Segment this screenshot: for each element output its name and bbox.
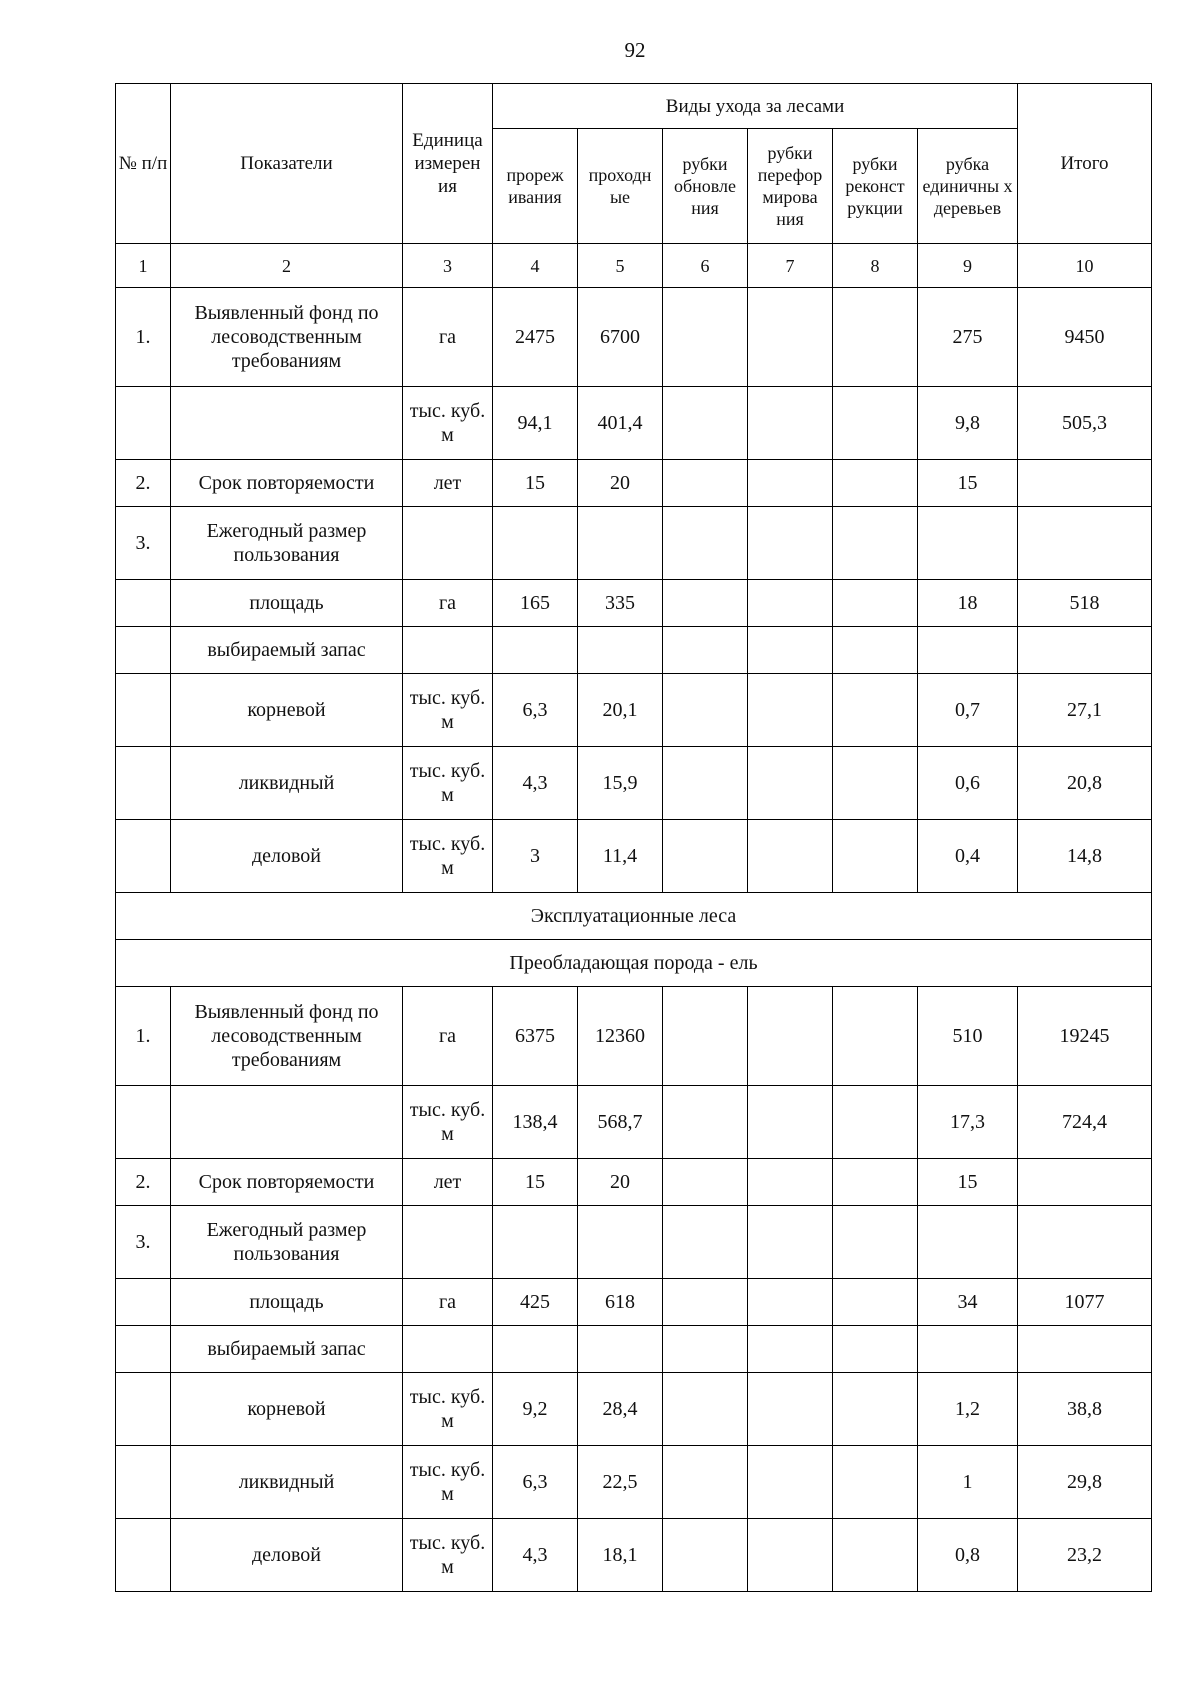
row-total bbox=[1018, 507, 1152, 580]
row-value bbox=[663, 1373, 748, 1446]
row-value bbox=[748, 288, 833, 387]
row-indicator: Ежегодный размер пользования bbox=[171, 1206, 403, 1279]
row-number bbox=[116, 387, 171, 460]
row-value: 20 bbox=[578, 1159, 663, 1206]
row-unit: лет bbox=[403, 1159, 493, 1206]
row-total bbox=[1018, 1159, 1152, 1206]
row-unit: тыс. куб. м bbox=[403, 674, 493, 747]
row-total: 38,8 bbox=[1018, 1373, 1152, 1446]
row-total: 23,2 bbox=[1018, 1519, 1152, 1592]
row-indicator: Срок повторяемости bbox=[171, 460, 403, 507]
row-indicator: площадь bbox=[171, 580, 403, 627]
row-total: 9450 bbox=[1018, 288, 1152, 387]
row-value bbox=[748, 1373, 833, 1446]
row-value bbox=[663, 1279, 748, 1326]
row-value: 11,4 bbox=[578, 820, 663, 893]
row-value bbox=[663, 507, 748, 580]
column-number: 3 bbox=[403, 244, 493, 288]
row-value bbox=[748, 820, 833, 893]
row-value: 618 bbox=[578, 1279, 663, 1326]
row-unit: лет bbox=[403, 460, 493, 507]
row-value bbox=[748, 1519, 833, 1592]
row-value bbox=[578, 1206, 663, 1279]
row-unit: тыс. куб. м bbox=[403, 820, 493, 893]
row-unit: тыс. куб. м bbox=[403, 1519, 493, 1592]
row-value bbox=[833, 1326, 918, 1373]
section-subtitle-row bbox=[116, 940, 1152, 987]
row-indicator: деловой bbox=[171, 1519, 403, 1592]
row-number bbox=[116, 1446, 171, 1519]
row-value: 568,7 bbox=[578, 1086, 663, 1159]
row-value: 0,4 bbox=[918, 820, 1018, 893]
row-value bbox=[748, 747, 833, 820]
row-number bbox=[116, 747, 171, 820]
row-value: 4,3 bbox=[493, 1519, 578, 1592]
section-title: Эксплуатационные леса bbox=[116, 893, 1152, 940]
row-value bbox=[833, 1279, 918, 1326]
row-value bbox=[663, 460, 748, 507]
row-unit: га bbox=[403, 987, 493, 1086]
column-number-row bbox=[116, 244, 1152, 288]
row-value bbox=[748, 1206, 833, 1279]
column-number: 4 bbox=[493, 244, 578, 288]
table-row bbox=[116, 1279, 1152, 1326]
table-row bbox=[116, 460, 1152, 507]
row-value bbox=[663, 387, 748, 460]
row-indicator: выбираемый запас bbox=[171, 627, 403, 674]
row-value bbox=[918, 627, 1018, 674]
row-value bbox=[918, 1326, 1018, 1373]
header-care-group: Виды ухода за лесами bbox=[493, 84, 1018, 129]
row-number bbox=[116, 1279, 171, 1326]
row-value: 34 bbox=[918, 1279, 1018, 1326]
row-unit: тыс. куб. м bbox=[403, 387, 493, 460]
row-value: 9,2 bbox=[493, 1373, 578, 1446]
row-value bbox=[663, 580, 748, 627]
row-value bbox=[663, 1086, 748, 1159]
row-value bbox=[663, 1206, 748, 1279]
row-value bbox=[833, 507, 918, 580]
row-value bbox=[833, 387, 918, 460]
row-total: 1077 bbox=[1018, 1279, 1152, 1326]
row-indicator: корневой bbox=[171, 1373, 403, 1446]
row-value: 4,3 bbox=[493, 747, 578, 820]
table-row bbox=[116, 820, 1152, 893]
row-value: 1 bbox=[918, 1446, 1018, 1519]
table-row bbox=[116, 1159, 1152, 1206]
row-value bbox=[833, 580, 918, 627]
row-number: 3. bbox=[116, 1206, 171, 1279]
row-total: 724,4 bbox=[1018, 1086, 1152, 1159]
row-unit bbox=[403, 1206, 493, 1279]
row-value bbox=[918, 1206, 1018, 1279]
row-number bbox=[116, 627, 171, 674]
column-number: 10 bbox=[1018, 244, 1152, 288]
row-total: 14,8 bbox=[1018, 820, 1152, 893]
table-header bbox=[116, 84, 1152, 288]
row-value: 20,1 bbox=[578, 674, 663, 747]
header-care-type: рубки обновле ния bbox=[663, 129, 748, 244]
row-value: 0,7 bbox=[918, 674, 1018, 747]
row-value bbox=[663, 627, 748, 674]
table-row bbox=[116, 288, 1152, 387]
row-value: 9,8 bbox=[918, 387, 1018, 460]
row-value bbox=[918, 507, 1018, 580]
row-total: 29,8 bbox=[1018, 1446, 1152, 1519]
row-value bbox=[748, 387, 833, 460]
row-value: 510 bbox=[918, 987, 1018, 1086]
table-row bbox=[116, 747, 1152, 820]
table-row bbox=[116, 674, 1152, 747]
row-value bbox=[833, 1206, 918, 1279]
row-value bbox=[833, 627, 918, 674]
row-value bbox=[833, 1159, 918, 1206]
row-total: 505,3 bbox=[1018, 387, 1152, 460]
row-value: 3 bbox=[493, 820, 578, 893]
row-total: 20,8 bbox=[1018, 747, 1152, 820]
row-unit: га bbox=[403, 1279, 493, 1326]
table-row bbox=[116, 987, 1152, 1086]
row-unit: тыс. куб. м bbox=[403, 747, 493, 820]
row-value bbox=[833, 1519, 918, 1592]
row-value: 1,2 bbox=[918, 1373, 1018, 1446]
row-value: 275 bbox=[918, 288, 1018, 387]
header-care-type: проходн ые bbox=[578, 129, 663, 244]
page-number: 92 bbox=[624, 38, 646, 62]
row-value: 18,1 bbox=[578, 1519, 663, 1592]
row-number bbox=[116, 1086, 171, 1159]
row-value bbox=[748, 1159, 833, 1206]
forest-care-table bbox=[115, 83, 1152, 1592]
row-value: 22,5 bbox=[578, 1446, 663, 1519]
table-row bbox=[116, 1086, 1152, 1159]
row-number: 2. bbox=[116, 1159, 171, 1206]
row-total bbox=[1018, 1206, 1152, 1279]
column-number: 1 bbox=[116, 244, 171, 288]
row-value bbox=[663, 1519, 748, 1592]
row-value: 6,3 bbox=[493, 1446, 578, 1519]
column-number: 6 bbox=[663, 244, 748, 288]
section-subtitle: Преобладающая порода - ель bbox=[116, 940, 1152, 987]
row-indicator: Выявленный фонд по лесоводственным требованиям bbox=[171, 288, 403, 387]
column-number: 7 bbox=[748, 244, 833, 288]
row-value: 28,4 bbox=[578, 1373, 663, 1446]
row-value bbox=[663, 987, 748, 1086]
row-number bbox=[116, 674, 171, 747]
column-number: 5 bbox=[578, 244, 663, 288]
header-total: Итого bbox=[1018, 84, 1152, 244]
row-value bbox=[748, 987, 833, 1086]
row-indicator: Срок повторяемости bbox=[171, 1159, 403, 1206]
row-value bbox=[833, 288, 918, 387]
row-value bbox=[833, 460, 918, 507]
row-value: 0,6 bbox=[918, 747, 1018, 820]
row-indicator: ликвидный bbox=[171, 747, 403, 820]
row-value bbox=[578, 1326, 663, 1373]
row-unit: га bbox=[403, 288, 493, 387]
table-row bbox=[116, 1206, 1152, 1279]
row-total bbox=[1018, 627, 1152, 674]
row-number bbox=[116, 1373, 171, 1446]
row-value: 17,3 bbox=[918, 1086, 1018, 1159]
row-value: 15 bbox=[918, 1159, 1018, 1206]
row-unit: тыс. куб. м bbox=[403, 1086, 493, 1159]
header-indicator: Показатели bbox=[171, 84, 403, 244]
row-value bbox=[833, 747, 918, 820]
row-value bbox=[578, 507, 663, 580]
table-row bbox=[116, 1519, 1152, 1592]
row-indicator: Выявленный фонд по лесоводственным требованиям bbox=[171, 987, 403, 1086]
row-value bbox=[493, 1326, 578, 1373]
column-number: 9 bbox=[918, 244, 1018, 288]
row-unit: тыс. куб. м bbox=[403, 1446, 493, 1519]
row-indicator bbox=[171, 1086, 403, 1159]
row-unit bbox=[403, 507, 493, 580]
row-value bbox=[663, 1326, 748, 1373]
row-unit: тыс. куб. м bbox=[403, 1373, 493, 1446]
row-value: 12360 bbox=[578, 987, 663, 1086]
row-number: 3. bbox=[116, 507, 171, 580]
row-indicator: ликвидный bbox=[171, 1446, 403, 1519]
row-value: 165 bbox=[493, 580, 578, 627]
row-value bbox=[833, 1446, 918, 1519]
header-care-type: рубки реконст рукции bbox=[833, 129, 918, 244]
row-value bbox=[748, 460, 833, 507]
row-value: 15,9 bbox=[578, 747, 663, 820]
header-unit: Единица измерен ия bbox=[403, 84, 493, 244]
row-value: 6,3 bbox=[493, 674, 578, 747]
row-value: 6700 bbox=[578, 288, 663, 387]
row-value: 425 bbox=[493, 1279, 578, 1326]
table-row bbox=[116, 1373, 1152, 1446]
row-value: 18 bbox=[918, 580, 1018, 627]
column-number: 8 bbox=[833, 244, 918, 288]
row-value: 6375 bbox=[493, 987, 578, 1086]
row-unit: га bbox=[403, 580, 493, 627]
row-value bbox=[663, 288, 748, 387]
table-row bbox=[116, 1326, 1152, 1373]
row-indicator: выбираемый запас bbox=[171, 1326, 403, 1373]
row-value bbox=[748, 1326, 833, 1373]
row-value bbox=[748, 627, 833, 674]
table-body bbox=[116, 288, 1152, 1592]
row-value bbox=[833, 674, 918, 747]
row-value: 15 bbox=[493, 1159, 578, 1206]
row-total bbox=[1018, 460, 1152, 507]
row-indicator bbox=[171, 387, 403, 460]
row-value bbox=[833, 987, 918, 1086]
row-number bbox=[116, 1326, 171, 1373]
row-value bbox=[833, 820, 918, 893]
row-number bbox=[116, 820, 171, 893]
row-total: 27,1 bbox=[1018, 674, 1152, 747]
row-indicator: корневой bbox=[171, 674, 403, 747]
row-number bbox=[116, 1519, 171, 1592]
row-number: 2. bbox=[116, 460, 171, 507]
row-value: 94,1 bbox=[493, 387, 578, 460]
row-value: 2475 bbox=[493, 288, 578, 387]
row-value bbox=[748, 674, 833, 747]
row-value bbox=[578, 627, 663, 674]
row-value bbox=[663, 747, 748, 820]
header-care-type: прореж ивания bbox=[493, 129, 578, 244]
row-total bbox=[1018, 1326, 1152, 1373]
row-unit bbox=[403, 1326, 493, 1373]
column-number: 2 bbox=[171, 244, 403, 288]
row-value bbox=[833, 1373, 918, 1446]
row-value: 0,8 bbox=[918, 1519, 1018, 1592]
row-value bbox=[663, 1446, 748, 1519]
row-number: 1. bbox=[116, 288, 171, 387]
row-value bbox=[663, 674, 748, 747]
row-indicator: площадь bbox=[171, 1279, 403, 1326]
row-value: 335 bbox=[578, 580, 663, 627]
table-row bbox=[116, 580, 1152, 627]
row-value bbox=[833, 1086, 918, 1159]
row-value bbox=[663, 1159, 748, 1206]
row-value bbox=[493, 1206, 578, 1279]
header-care-type: рубки перефор мирова ния bbox=[748, 129, 833, 244]
table-row bbox=[116, 387, 1152, 460]
row-value bbox=[493, 627, 578, 674]
row-value bbox=[748, 507, 833, 580]
table-row bbox=[116, 627, 1152, 674]
table-row bbox=[116, 1446, 1152, 1519]
section-title-row bbox=[116, 893, 1152, 940]
row-value: 138,4 bbox=[493, 1086, 578, 1159]
header-num: № п/п bbox=[116, 84, 171, 244]
row-value bbox=[748, 580, 833, 627]
row-value: 15 bbox=[493, 460, 578, 507]
row-value bbox=[663, 820, 748, 893]
row-number bbox=[116, 580, 171, 627]
row-value bbox=[748, 1279, 833, 1326]
row-value: 20 bbox=[578, 460, 663, 507]
table-row bbox=[116, 507, 1152, 580]
row-value bbox=[748, 1086, 833, 1159]
row-total: 518 bbox=[1018, 580, 1152, 627]
row-total: 19245 bbox=[1018, 987, 1152, 1086]
row-value: 401,4 bbox=[578, 387, 663, 460]
row-value bbox=[748, 1446, 833, 1519]
row-value bbox=[493, 507, 578, 580]
header-care-type: рубка единичны х деревьев bbox=[918, 129, 1018, 244]
row-number: 1. bbox=[116, 987, 171, 1086]
row-unit bbox=[403, 627, 493, 674]
row-indicator: деловой bbox=[171, 820, 403, 893]
row-value: 15 bbox=[918, 460, 1018, 507]
row-indicator: Ежегодный размер пользования bbox=[171, 507, 403, 580]
